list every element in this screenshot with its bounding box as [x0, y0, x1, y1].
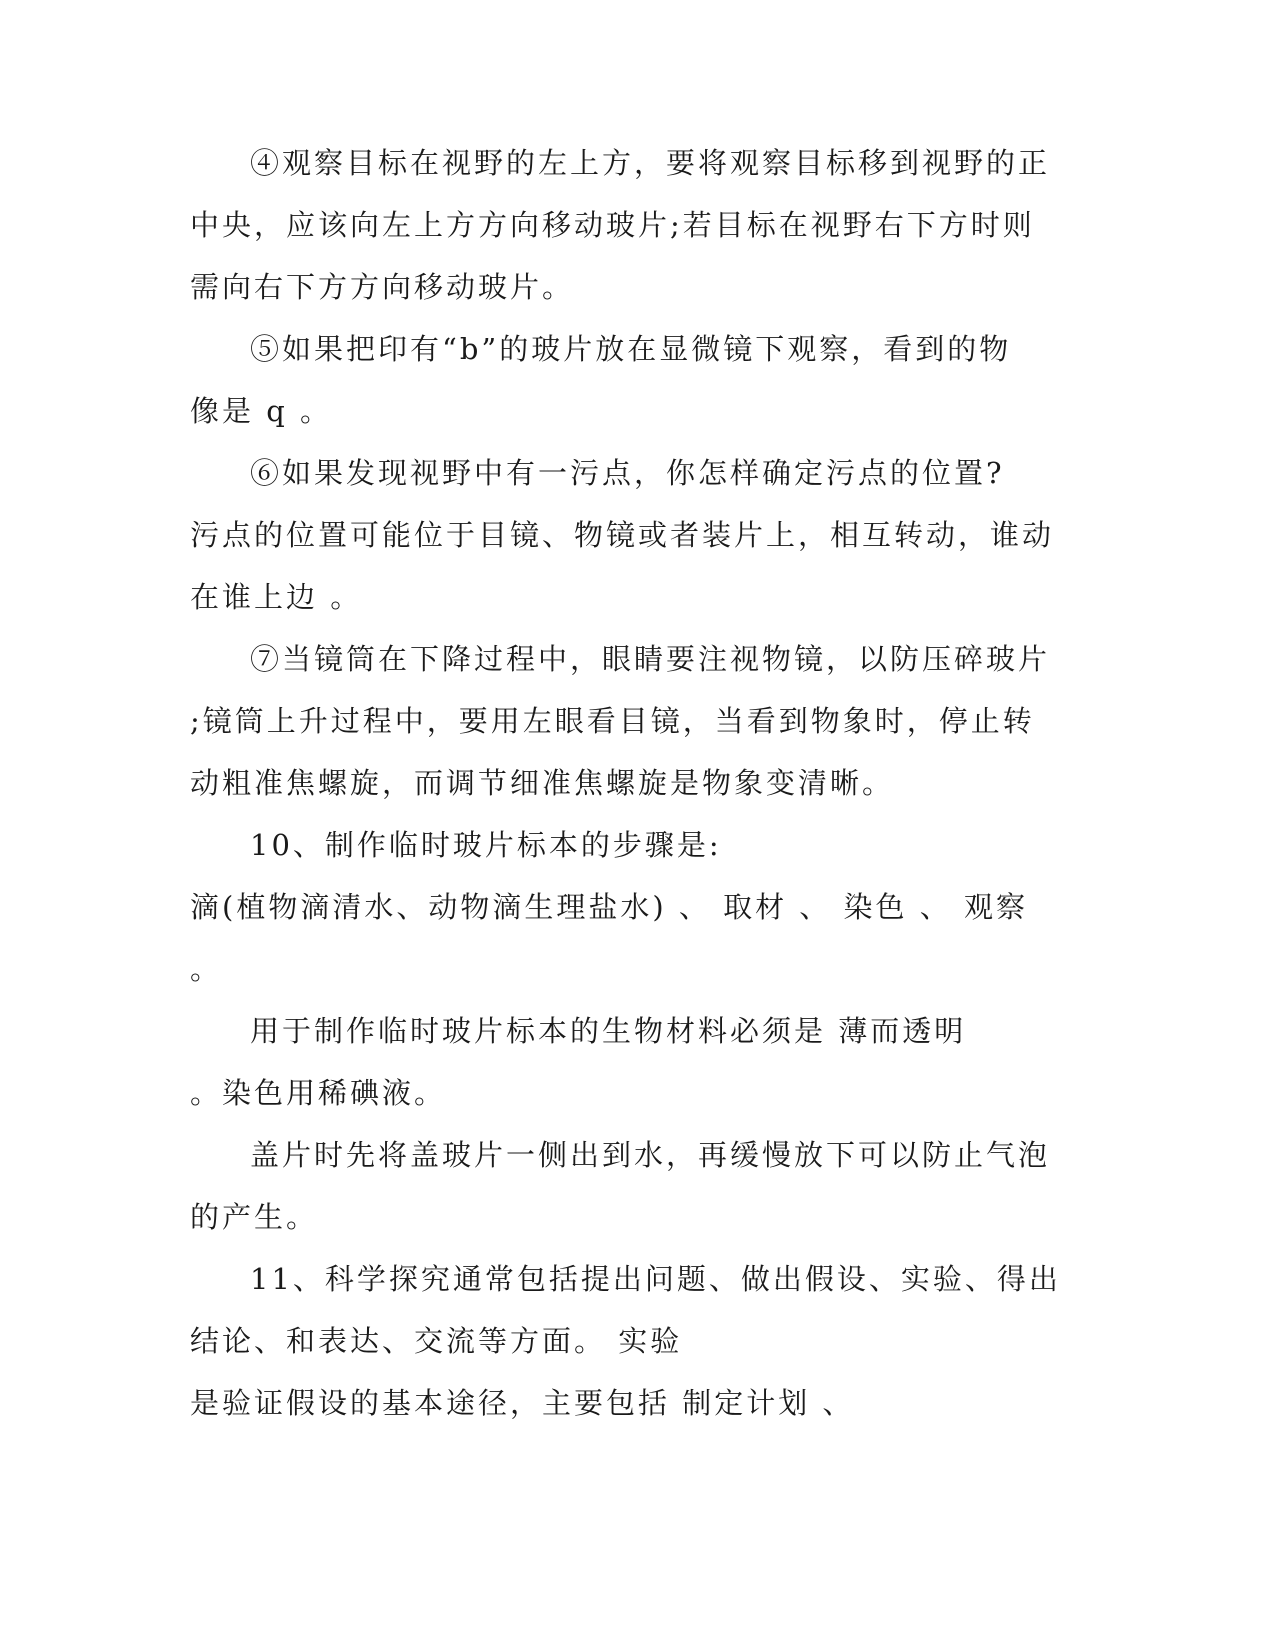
- paragraph-7-line-3: 动粗准焦螺旋，而调节细准焦螺旋是物象变清晰。: [190, 766, 895, 800]
- paragraph-4-line-1: ④观察目标在视野的左上方，要将观察目标移到视野的正: [250, 146, 1051, 180]
- section-11-line-3: 是验证假设的基本途径，主要包括 制定计划 、: [190, 1386, 855, 1420]
- paragraph-4-line-2: 中央，应该向左上方方向移动玻片;若目标在视野右下方时则: [190, 208, 1035, 242]
- section-11-line-1: 11、科学探究通常包括提出问题、做出假设、实验、得出: [250, 1262, 1061, 1296]
- section-10-steps: 滴(植物滴清水、动物滴生理盐水) 、 取材 、 染色 、 观察: [190, 890, 1028, 924]
- paragraph-6-line-2: 污点的位置可能位于目镜、物镜或者装片上，相互转动，谁动: [190, 518, 1055, 552]
- paragraph-6-line-1: ⑥如果发现视野中有一污点，你怎样确定污点的位置?: [250, 456, 1005, 490]
- section-10-steps-end: 。: [190, 952, 223, 986]
- paragraph-5-line-1: ⑤如果把印有“b”的玻片放在显微镜下观察，看到的物: [250, 332, 1012, 366]
- paragraph-7-line-1: ⑦当镜筒在下降过程中，眼睛要注视物镜，以防压碎玻片: [250, 642, 1051, 676]
- paragraph-5-line-2: 像是 q 。: [190, 394, 333, 428]
- paragraph-7-line-2: ;镜筒上升过程中，要用左眼看目镜，当看到物象时，停止转: [190, 704, 1035, 738]
- coverslip-line-1: 盖片时先将盖玻片一侧出到水，再缓慢放下可以防止气泡: [250, 1138, 1051, 1172]
- material-requirement-line-2: 。染色用稀碘液。: [190, 1076, 447, 1110]
- coverslip-line-2: 的产生。: [190, 1200, 319, 1234]
- material-requirement-line-1: 用于制作临时玻片标本的生物材料必须是 薄而透明: [250, 1014, 967, 1048]
- section-11-line-2: 结论、和表达、交流等方面。 实验: [190, 1324, 683, 1358]
- paragraph-6-line-3: 在谁上边 。: [190, 580, 363, 614]
- paragraph-4-line-3: 需向右下方方向移动玻片。: [190, 270, 575, 304]
- section-10-heading: 10、制作临时玻片标本的步骤是:: [250, 828, 722, 862]
